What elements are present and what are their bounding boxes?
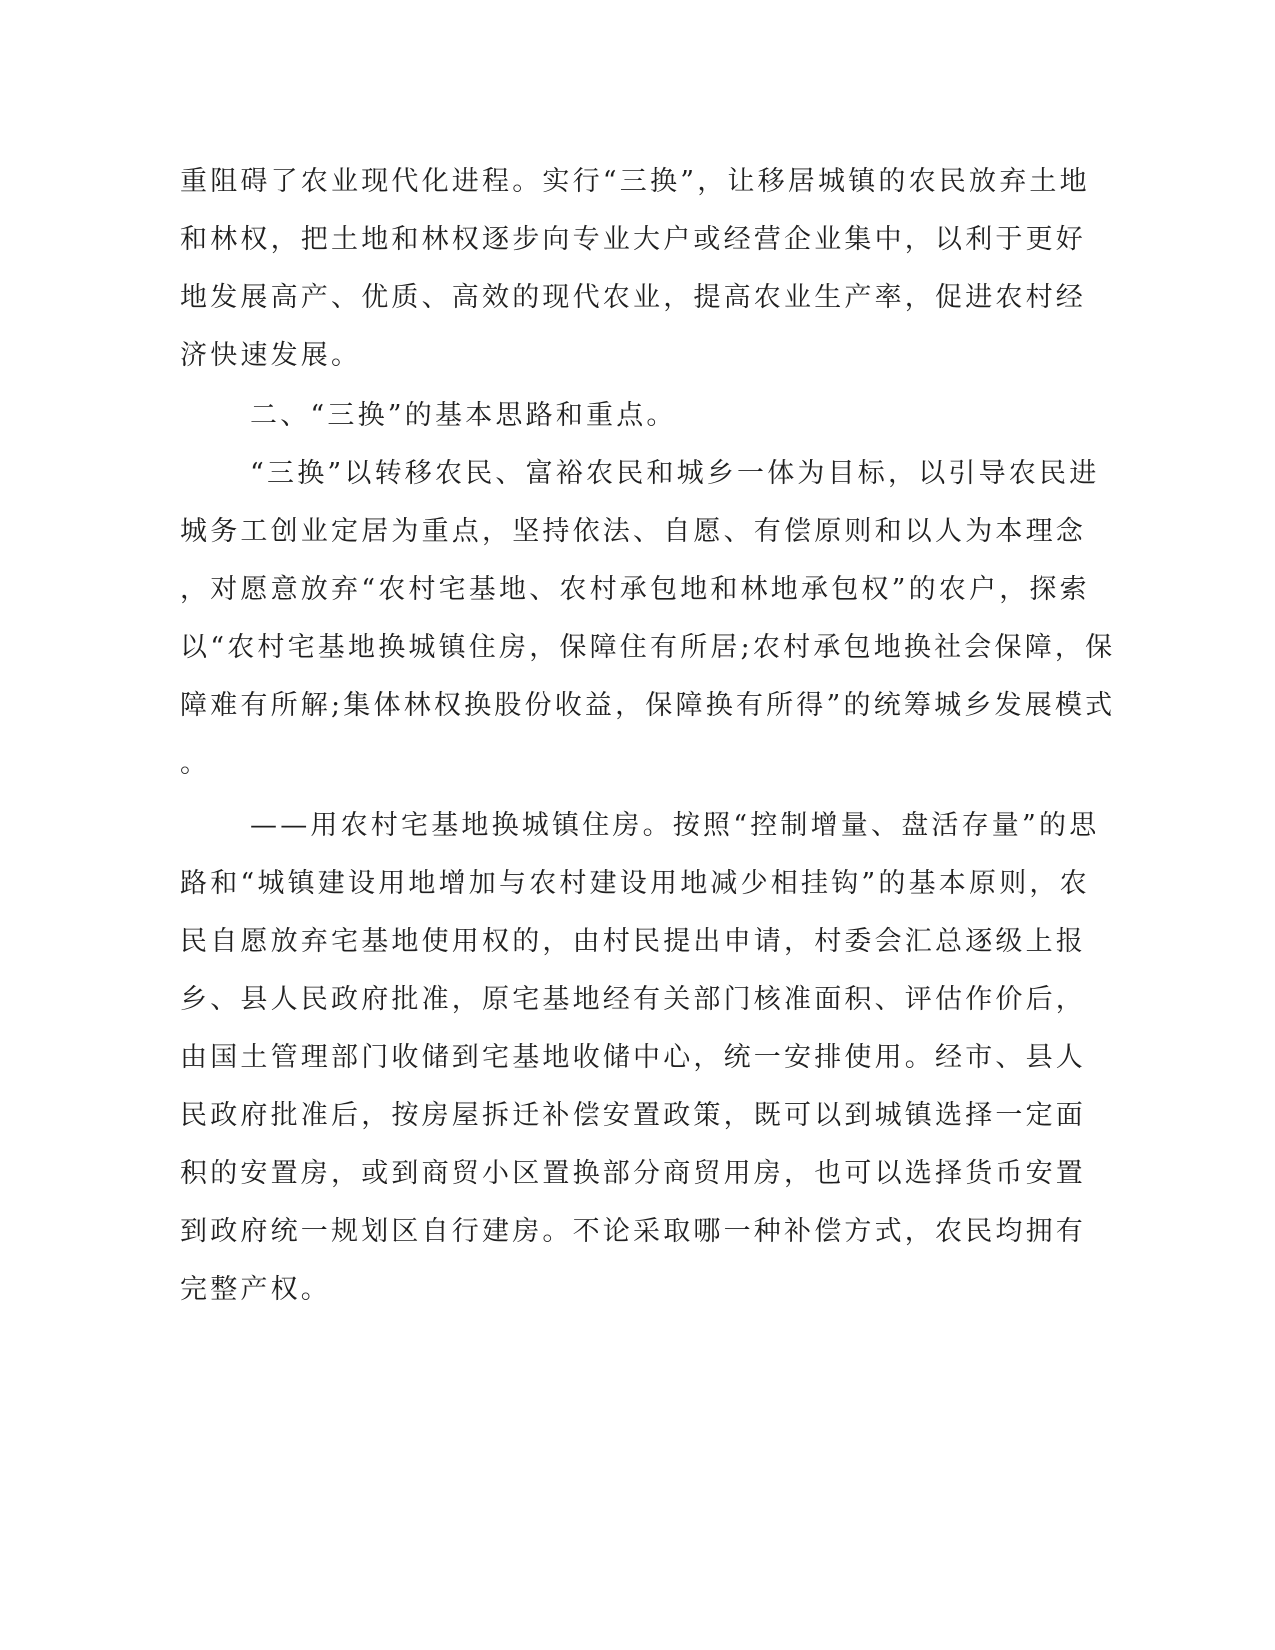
text-line: 济快速发展。 [180, 340, 362, 371]
text-line: 民自愿放弃宅基地使用权的，由村民提出申请，村委会汇总逐级上报 [180, 926, 1086, 957]
paragraph-start: “三换”以转移农民、富裕农民和城乡一体为目标，以引导农民进 [250, 458, 1100, 489]
text-line: 民政府批准后，按房屋拆迁补偿安置政策，既可以到城镇选择一定面 [180, 1100, 1086, 1131]
text-line: 。 [180, 748, 211, 779]
text-line: 重阻碍了农业现代化进程。实行“三换”，让移居城镇的农民放弃土地 [180, 166, 1090, 197]
text-line: 路和“城镇建设用地增加与农村建设用地减少相挂钩”的基本原则，农 [180, 868, 1090, 899]
text-line: 到政府统一规划区自行建房。不论采取哪一种补偿方式，农民均拥有 [180, 1216, 1086, 1247]
text-line: 城务工创业定居为重点，坚持依法、自愿、有偿原则和以人为本理念 [180, 516, 1086, 547]
text-line: ，对愿意放弃“农村宅基地、农村承包地和林地承包权”的农户，探索 [180, 574, 1090, 605]
text-line: 以“农村宅基地换城镇住房，保障住有所居;农村承包地换社会保障，保 [180, 632, 1116, 663]
text-line: 乡、县人民政府批准，原宅基地经有关部门核准面积、评估作价后， [180, 984, 1086, 1015]
text-line: 地发展高产、优质、高效的现代农业，提高农业生产率，促进农村经 [180, 282, 1086, 313]
text-line: 和林权，把土地和林权逐步向专业大户或经营企业集中，以利于更好 [180, 224, 1086, 255]
text-line: 由国土管理部门收储到宅基地收储中心，统一安排使用。经市、县人 [180, 1042, 1086, 1073]
text-line: 障难有所解;集体林权换股份收益，保障换有所得”的统筹城乡发展模式 [180, 690, 1116, 721]
text-line: 积的安置房，或到商贸小区置换部分商贸用房，也可以选择货币安置 [180, 1158, 1086, 1189]
paragraph-start: ——用农村宅基地换城镇住房。按照“控制增量、盘活存量”的思 [250, 810, 1100, 841]
section-heading: 二、“三换”的基本思路和重点。 [250, 400, 677, 431]
text-line: 完整产权。 [180, 1274, 331, 1305]
